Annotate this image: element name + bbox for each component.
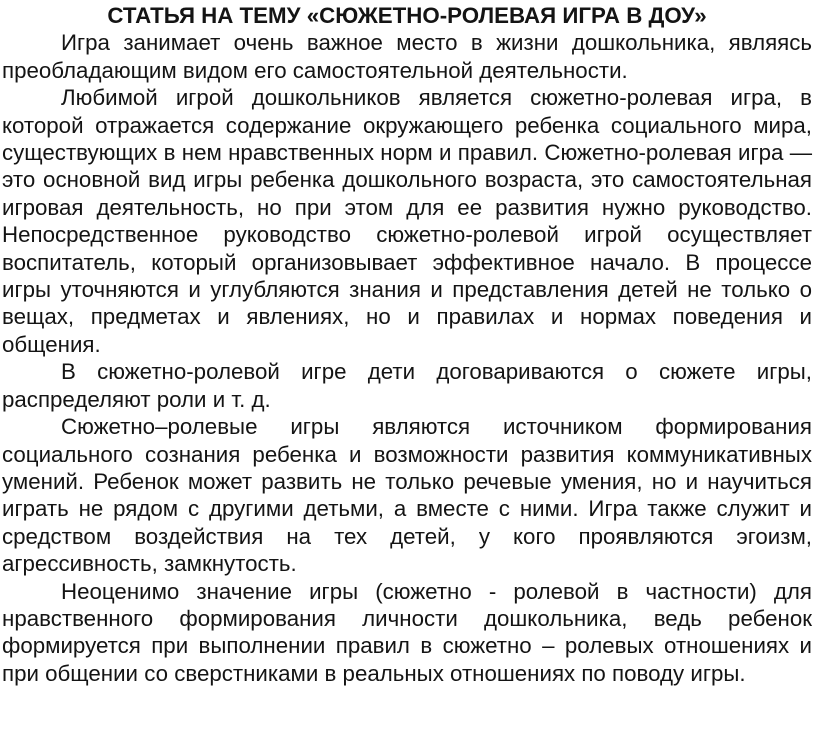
document-title: СТАТЬЯ НА ТЕМУ «СЮЖЕТНО-РОЛЕВАЯ ИГРА В ДОУ» xyxy=(107,3,707,28)
paragraph-1: Игра занимает очень важное место в жизни дошкольника, являясь преобладающим видом его самостоятельной деятельности. xyxy=(2,30,812,83)
paragraph-3: В сюжетно-ролевой игре дети договариваются о сюжете игры, распределяют роли и т. д. xyxy=(2,359,812,412)
paragraph-5: Неоценимо значение игры (сюжетно - ролевой в частности) для нравственного формирования личности дошкольника, ведь ребенок формируется при выполнении правил в сюжетно – ролевых отношениях и при общении со сверстниками в реальных отношениях по поводу игры. xyxy=(2,578,812,686)
paragraph-2: Любимой игрой дошкольников является сюжетно-ролевая игра, в которой отражается содержание окружающего ребенка социального мира, существующих в нем нравственных норм и правил. Сюжетно-ролевая игра — это основной вид игры ребенка дошкольного возраста, это самостоятельная игровая деятельность, но при этом для ее развития нужно руководство. Непосредственное руководство сюжетно-ролевой игрой осуществляет воспитатель, который организовывает эффективное начало. В процессе игры уточняются и углубляются знания и представления детей не только о вещах, предметах и явлениях, но и правилах и нормах поведения и общения. xyxy=(2,85,812,357)
paragraph-4: Сюжетно–ролевые игры являются источником формирования социального сознания ребенка и возможности развития коммуникативных умений. Ребенок может развить не только речевые умения, но и научиться играть не рядом с другими детьми, а вместе с ними. Игра также служит и средством воздействия на тех детей, у кого проявляются эгоизм, агрессивность, замкнутость. xyxy=(2,414,812,577)
